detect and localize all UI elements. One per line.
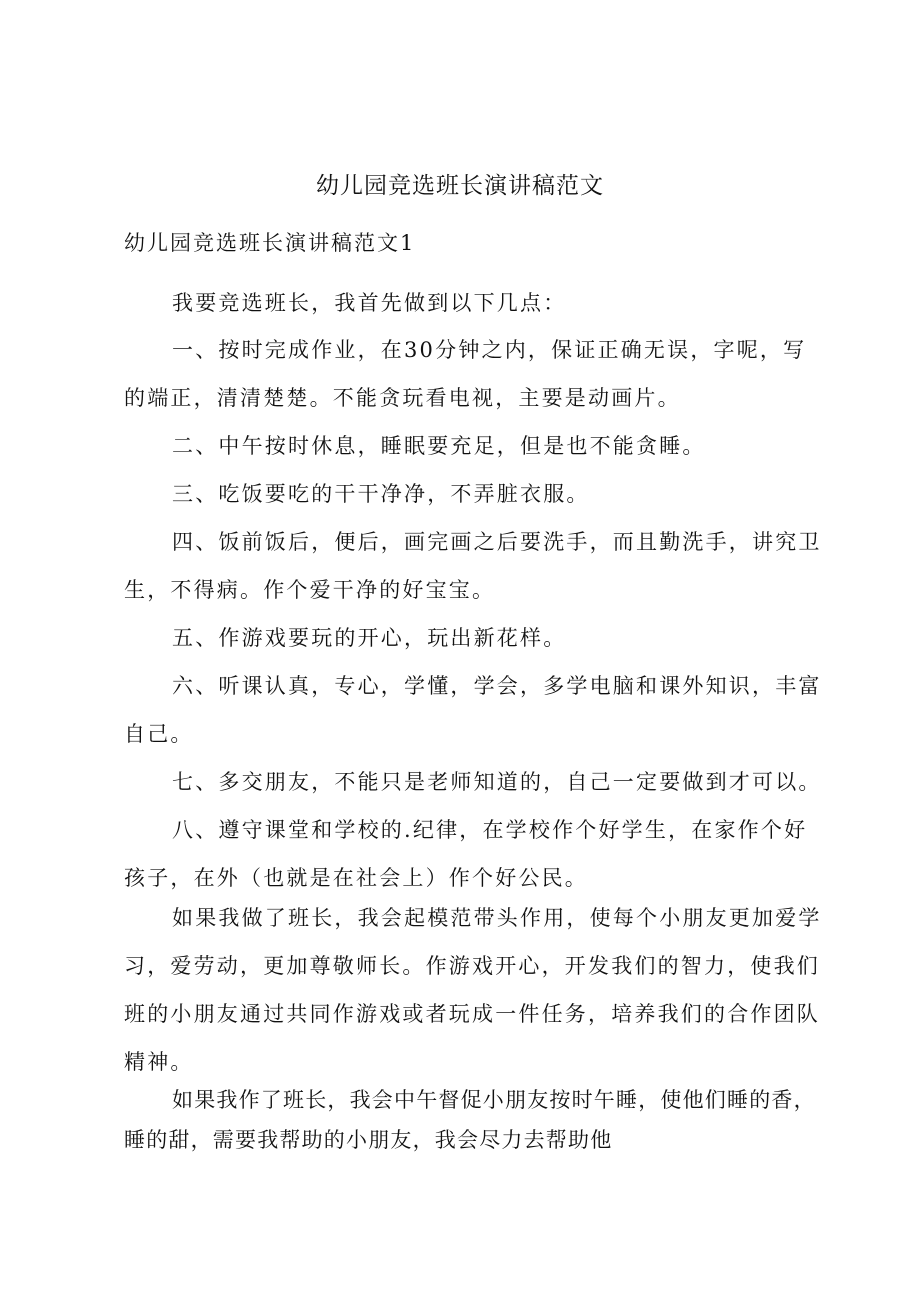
paragraph-monitor-duties: 如果我做了班长，我会起模范带头作用，使每个小朋友更加爱学习，爱劳动，更加尊敬师长。作游戏开心，开发我们的智力，使我们班的小朋友通过共同作游戏或者玩成一件任务，培养我们的合作团队精神。 xyxy=(124,906,822,1074)
paragraph-intro: 我要竞选班长，我首先做到以下几点： xyxy=(172,291,567,315)
paragraph-point-7: 七、多交朋友，不能只是老师知道的，自己一定要做到才可以。 xyxy=(172,770,822,794)
paragraph-point-4: 四、饭前饭后，便后，画完画之后要洗手，而且勤洗手，讲究卫生，不得病。作个爱干净的好宝宝。 xyxy=(124,530,822,602)
paragraph-point-8: 八、遵守课堂和学校的.纪律，在学校作个好学生，在家作个好孩子，在外（也就是在社会上）作个好公民。 xyxy=(124,818,808,890)
document-subtitle: 幼儿园竞选班长演讲稿范文1 xyxy=(124,231,416,255)
paragraph-point-3: 三、吃饭要吃的干干净净，不弄脏衣服。 xyxy=(172,482,590,506)
document-title: 幼儿园竞选班长演讲稿范文 xyxy=(316,173,604,199)
paragraph-nap-duties: 如果我作了班长，我会中午督促小朋友按时午睡，使他们睡的香，睡的甜，需要我帮助的小朋友，我会尽力去帮助他 xyxy=(124,1088,816,1152)
paragraph-point-2: 二、中午按时休息，睡眠要充足，但是也不能贪睡。 xyxy=(172,434,706,458)
paragraph-point-6: 六、听课认真，专心，学懂，学会，多学电脑和课外知识，丰富自己。 xyxy=(124,674,822,746)
paragraph-point-5: 五、作游戏要玩的开心，玩出新花样。 xyxy=(172,626,567,650)
paragraph-point-1: 一、按时完成作业，在30分钟之内，保证正确无误，字呢，写的端正，清清楚楚。不能贪玩看电视，主要是动画片。 xyxy=(124,338,807,410)
